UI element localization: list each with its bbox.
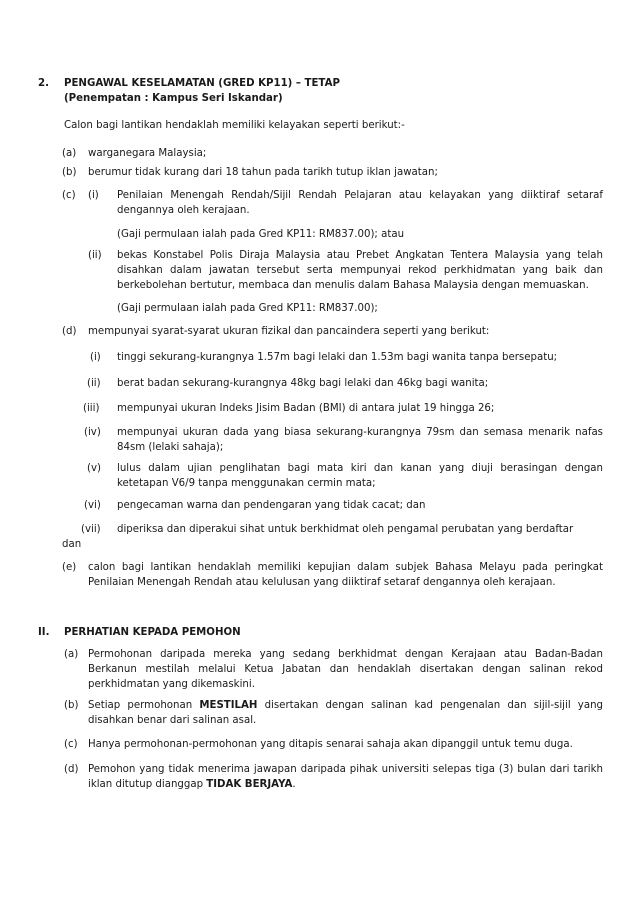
subitem-text: mempunyai ukuran Indeks Jisim Badan (BMI) di antara julat 19 hingga 26; [117,403,495,414]
item-label: (a) [64,649,79,660]
item-text: Hanya permohonan-permohonan yang ditapis senarai sahaja akan dipanggil untuk temu duga. [88,739,573,750]
section-subtitle: (Penempatan : Kampus Seri Iskandar) [64,93,283,104]
conjunction-text: dan [62,539,82,550]
item-label: (c) [62,190,76,201]
subitem-text: diperiksa dan diperakui sihat untuk berkhidmat oleh pengamal perubatan yang berdaftar [117,524,574,535]
emphasis-text: MESTILAH [199,700,258,711]
item-text: mempunyai syarat-syarat ukuran fizikal dan pancaindera seperti yang berikut: [88,326,490,337]
item-label: (b) [64,700,79,711]
section-title: PENGAWAL KESELAMATAN (GRED KP11) – TETAP [64,78,340,89]
section-number: II. [38,627,50,638]
item-label: (d) [64,764,79,775]
subitem-label: (iv) [84,427,101,438]
subitem-text: Penilaian Menengah Rendah/Sijil Rendah Pelajaran atau kelayakan yang diiktiraf setaraf dengannya oleh kerajaan. [117,190,603,216]
item-text: Pemohon yang tidak menerima jawapan daripada pihak universiti selepas tiga (3) bulan dari tarikh iklan ditutup dianggap TIDAK BERJAYA. [88,764,603,790]
item-label: (c) [64,739,78,750]
subitem-label: (iii) [83,403,100,414]
item-label: (a) [62,148,77,159]
subitem-label: (ii) [88,250,102,261]
section-title: PERHATIAN KEPADA PEMOHON [64,627,241,638]
subitem-text: berat badan sekurang-kurangnya 48kg bagi lelaki dan 46kg bagi wanita; [117,378,489,389]
item-label: (b) [62,167,77,178]
subitem-text: lulus dalam ujian penglihatan bagi mata kiri dan kanan yang diuji berasingan dengan ketetapan V6/9 tanpa menggunakan cermin mata; [117,463,603,489]
item-label: (d) [62,326,77,337]
salary-note: (Gaji permulaan ialah pada Gred KP11: RM837.00); atau [117,229,405,240]
item-text: berumur tidak kurang dari 18 tahun pada tarikh tutup iklan jawatan; [88,167,438,178]
subitem-text: mempunyai ukuran dada yang biasa sekurang-kurangnya 79sm dan semasa menarik nafas 84sm (lelaki sahaja); [117,427,603,453]
item-label: (e) [62,562,77,573]
item-text: warganegara Malaysia; [88,148,207,159]
item-text: Setiap permohonan MESTILAH disertakan dengan salinan kad pengenalan dan sijil-sijil yang disahkan benar dari salinan asal. [88,700,604,726]
subitem-text: pengecaman warna dan pendengaran yang tidak cacat; dan [117,500,426,511]
section-number: 2. [38,78,49,89]
subitem-label: (vii) [81,524,101,535]
subitem-label: (v) [87,463,101,474]
subitem-label: (vi) [84,500,101,511]
subitem-text: bekas Konstabel Polis Diraja Malaysia atau Prebet Angkatan Tentera Malaysia yang telah disahkan dalam jawatan tersebut serta mempunyai rekod perkhidmatan yang baik dan berkebolehan bertutur, membaca dan menulis dalam Bahasa Malaysia dengan memuaskan. [117,250,603,291]
subitem-label: (i) [88,190,99,201]
item-text: Permohonan daripada mereka yang sedang berkhidmat dengan Kerajaan atau Badan-Badan Berkanun mestilah melalui Ketua Jabatan dan hendaklah disertakan dengan salinan rekod perkhidmatan yang dikemaskini. [88,649,603,690]
intro-text: Calon bagi lantikan hendaklah memiliki kelayakan seperti berikut:- [64,120,405,131]
item-text: calon bagi lantikan hendaklah memiliki kepujian dalam subjek Bahasa Melayu pada peringkat Penilaian Menengah Rendah atau kelulusan yang diiktiraf setaraf dengannya oleh kerajaan. [88,562,603,588]
subitem-text: tinggi sekurang-kurangnya 1.57m bagi lelaki dan 1.53m bagi wanita tanpa bersepatu; [117,352,558,363]
emphasis-text: TIDAK BERJAYA [206,778,293,790]
subitem-label: (i) [90,352,101,363]
salary-note: (Gaji permulaan ialah pada Gred KP11: RM837.00); [117,303,378,314]
subitem-label: (ii) [87,378,101,389]
